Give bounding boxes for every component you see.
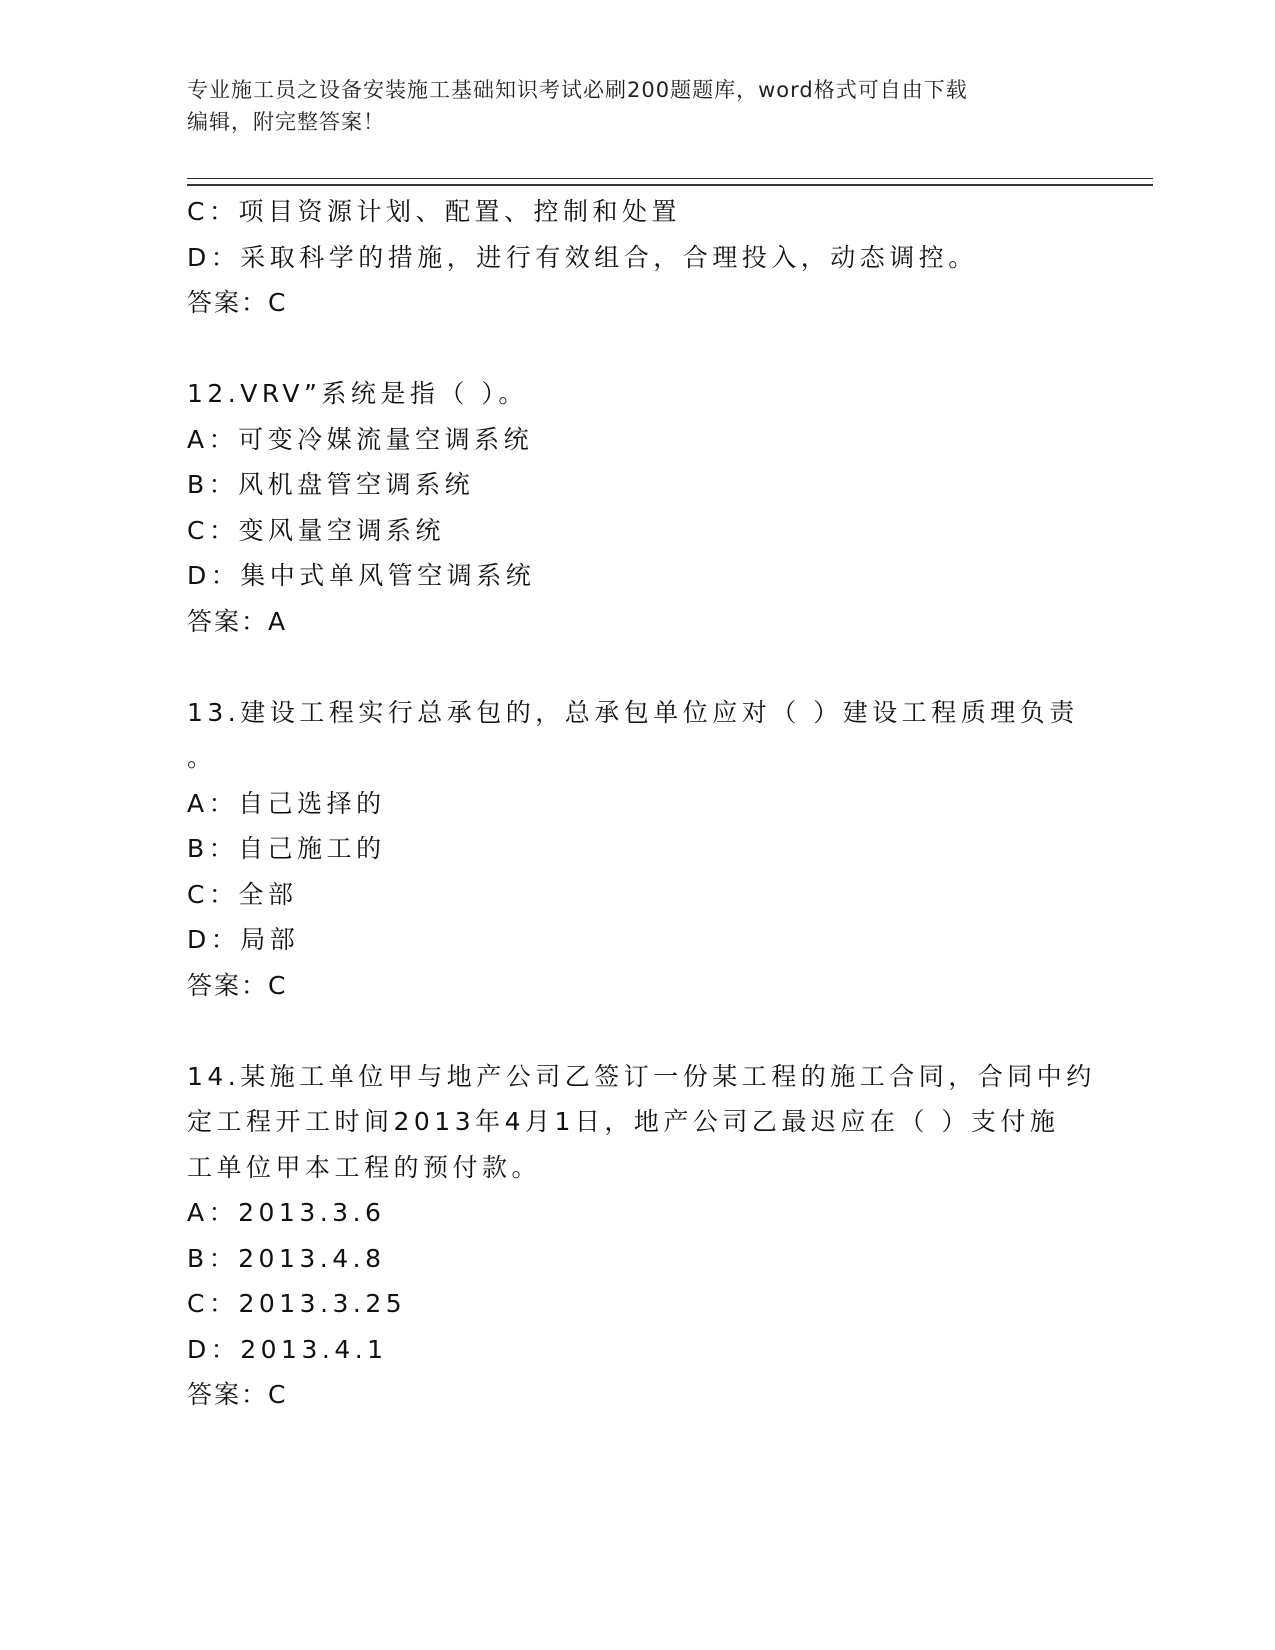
q11-option-c: C：项目资源计划、配置、控制和处置 [187,197,681,226]
q14-option-b: B：2013.4.8 [187,1243,386,1273]
q11-option-d: D：采取科学的措施，进行有效组合，合理投入，动态调控。 [187,242,978,272]
q12-answer: 答案：A [187,606,288,636]
question-12 [187,371,1087,644]
question-content [187,189,1096,1418]
q14-question-line-1: 14.某施工单位甲与地产公司乙签订一份某工程的施工合同，合同中约 [187,1061,1096,1091]
q13-option-a: A：自己选择的 [187,788,386,818]
q12-option-c: C：变风量空调系统 [187,515,445,545]
question-13 [187,690,1087,1009]
q12-option-d: D：集中式单风管空调系统 [187,561,536,590]
q12-question: 12.VRV”系统是指（ ）。 [187,379,528,408]
q14-option-d: D：2013.4.1 [187,1334,388,1364]
header-title-line-1: 专业施工员之设备安装施工基础知识考试必刷200题题库，word格式可自由下载 [187,78,968,102]
spacer [187,644,1087,690]
q13-option-d: D：局部 [187,925,300,954]
q11-answer: 答案：C [187,288,288,317]
q14-question-line-3: 工单位甲本工程的预付款。 [187,1152,542,1182]
q14-answer: 答案：C [187,1380,288,1409]
spacer [187,1008,1087,1054]
q12-option-a: A：可变冷媒流量空调系统 [187,424,534,454]
document-header [187,74,1087,138]
question-11-tail [187,189,1087,326]
q13-option-b: B：自己施工的 [187,834,386,863]
spacer [187,326,1087,372]
q12-option-b: B：风机盘管空调系统 [187,470,475,499]
q13-question-line-2: 。 [187,743,217,772]
header-title-line-2: 编辑，附完整答案！ [187,110,385,134]
q13-answer: 答案：C [187,970,288,1000]
q13-option-c: C：全部 [187,879,298,909]
q14-option-c: C：2013.3.25 [187,1289,407,1318]
header-double-rule [187,178,1153,186]
question-14 [187,1054,1096,1418]
q14-question-line-2: 定工程开工时间2013年4月1日，地产公司乙最迟应在（ ）支付施 [187,1107,1060,1136]
q13-question-line-1: 13.建设工程实行总承包的，总承包单位应对（ ）建设工程质理负责 [187,697,1079,727]
q14-option-a: A：2013.3.6 [187,1198,386,1227]
